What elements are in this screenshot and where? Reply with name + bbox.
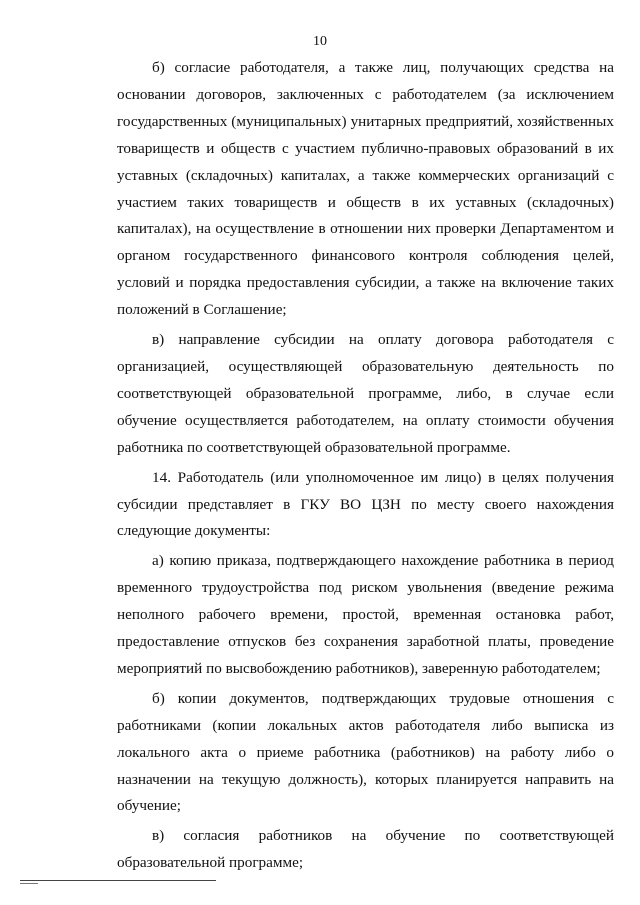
- footer-rule-short: [20, 883, 38, 884]
- page-number: 10: [313, 34, 327, 49]
- footer-rule: [20, 880, 216, 881]
- paragraph-consent-inspection: б) согласие работодателя, а также лиц, получающих средства на основании договоров, заключенных с работодателем (за исключением государственных (муниципальных) унитарных предприятий, хозяйственных товариществ и обществ с участием публично-правовых образований в их уставных (складочных) капиталах, а также коммерческих организаций с участием таких товариществ и обществ в их уставных (складочных) капиталах), на осуществление в отношении них проверки Департаментом и органом государственного финансового контроля соблюдения целей, условий и порядка предоставления субсидии, а также на включение таких положений в Соглашение;: [117, 59, 614, 319]
- paragraph-order-copy: а) копию приказа, подтверждающего нахождение работника в период временного трудоустройства под риском увольнения (введение режима неполного рабочего времени, простой, временная остановка работ, предоставление отпусков без сохранения заработной платы, проведение мероприятий по высвобождению работников), заверенную работодателем;: [117, 552, 614, 677]
- paragraph-subsidy-direction: в) направление субсидии на оплату договора работодателя с организацией, осуществляющей образовательную деятельность по соответствующей образовательной программе, либо, в случае если обучение осуществляется работодателем, на оплату стоимости обучения работника по соответствующей образовательной программе.: [117, 331, 614, 456]
- document-body: [117, 55, 614, 877]
- paragraph-employee-consent: в) согласия работников на обучение по соответствующей образовательной программе;: [117, 827, 614, 872]
- paragraph-item-14: 14. Работодатель (или уполномоченное им лицо) в целях получения субсидии представляет в ГКУ ВО ЦЗН по месту своего нахождения следующие документы:: [117, 468, 614, 540]
- paragraph-employment-documents: б) копии документов, подтверждающих трудовые отношения с работниками (копии локальных актов работодателя либо выписка из локального акта о приеме работника (работников) на работу либо о назначении на текущую должность), которых планируется направить на обучение;: [117, 689, 614, 815]
